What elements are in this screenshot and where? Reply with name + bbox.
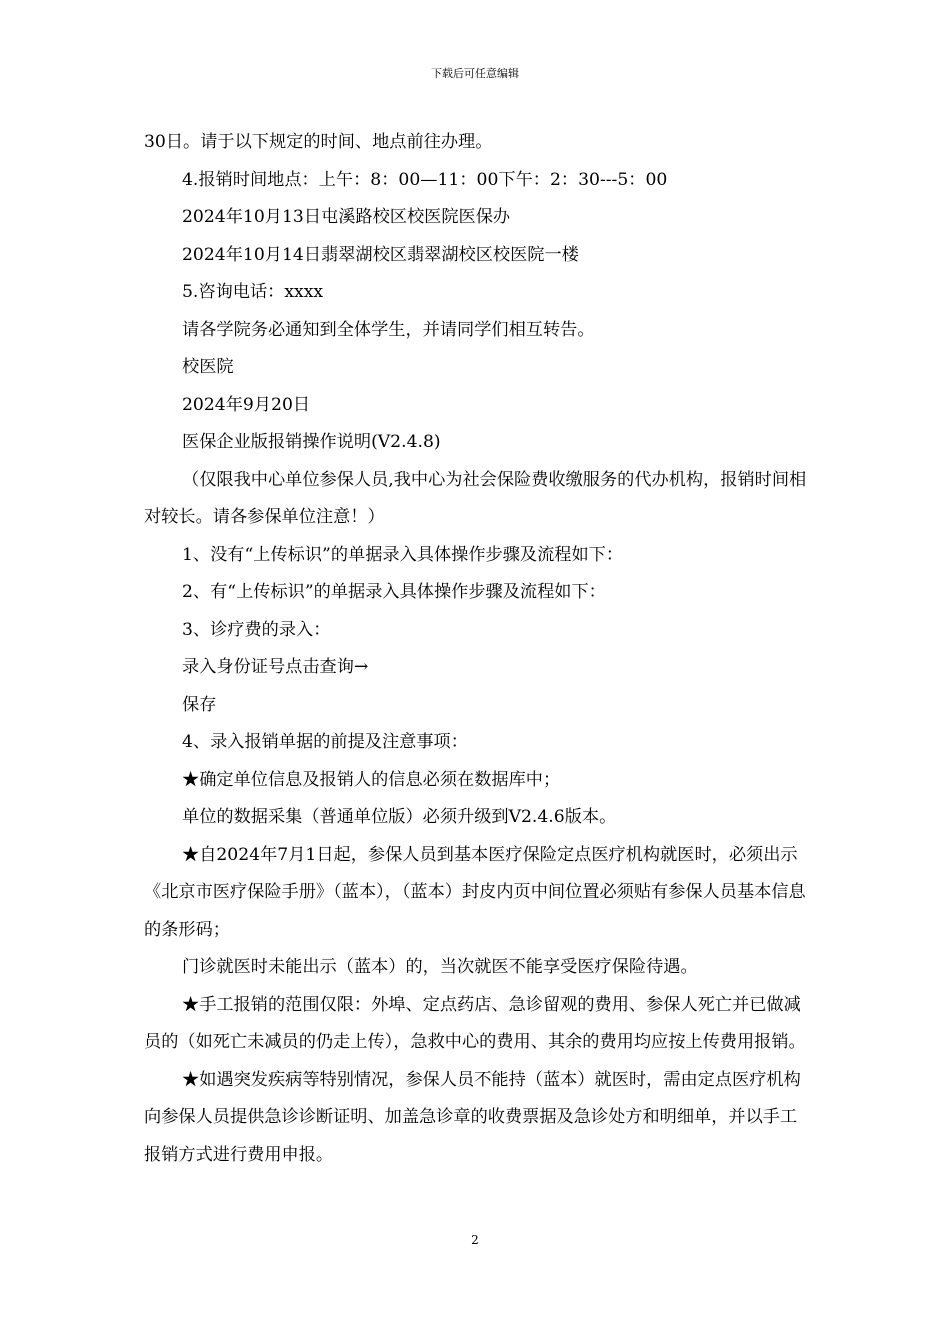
paragraph-section-title: 医保企业版报销操作说明(V2.4.8): [182, 432, 441, 452]
paragraph-reimburse-time: 4.报销时间地点：上午：8：00—11：00下午：2：30---5：00: [182, 169, 668, 190]
paragraph-step-3: 3、诊疗费的录入：: [182, 619, 331, 640]
paragraph-phone: 5.咨询电话：xxxx: [182, 282, 324, 302]
paragraph-notice: 请各学院务必通知到全体学生，并请同学们相互转告。: [182, 319, 595, 340]
paragraph-continuation: 30日。请于以下规定的时间、地点前往办理。: [144, 132, 493, 152]
paragraph-step-2: 2、有“上传标识”的单据录入具体操作步骤及流程如下：: [182, 582, 606, 602]
paragraph-step-4: 4、录入报销单据的前提及注意事项：: [182, 732, 468, 752]
paragraph-step-3-action: 录入身份证号点击查询→: [182, 657, 369, 677]
page-header: 下载后可任意编辑: [431, 67, 519, 80]
document-body: [144, 124, 807, 1174]
paragraph-bullet-handbook: ★自2024年7月1日起，参保人员到基本医疗保险定点医疗机构就医时，必须出示《北京市医疗保险手册》（蓝本），（蓝本）封皮内页中间位置必须贴有参保人员基本信息的条形码；: [144, 844, 806, 940]
paragraph-step-3-save: 保存: [182, 694, 217, 715]
paragraph-signature-date: 2024年9月20日: [182, 394, 311, 415]
paragraph-upgrade-note: 单位的数据采集（普通单位版）必须升级到V2.4.6版本。: [182, 807, 617, 827]
paragraph-bullet-database: ★确定单位信息及报销人的信息必须在数据库中；: [182, 769, 561, 790]
paragraph-date-location-2: 2024年10月14日翡翠湖校区翡翠湖校区校医院一楼: [182, 244, 579, 265]
paragraph-signature: 校医院: [182, 357, 234, 377]
paragraph-bullet-emergency: ★如遇突发疾病等特别情况，参保人员不能持（蓝本）就医时，需由定点医疗机构向参保人员提供急诊诊断证明、加盖急诊章的收费票据及急诊处方和明细单，并以手工报销方式进行费用申报。: [144, 1069, 801, 1165]
paragraph-date-location-1: 2024年10月13日屯溪路校区校医院医保办: [182, 207, 511, 227]
page-number: 2: [471, 1233, 479, 1247]
paragraph-bullet-manual-scope: ★手工报销的范围仅限：外埠、定点药店、急诊留观的费用、参保人死亡并已做减员的（如死亡未减员的仍走上传），急救中心的费用、其余的费用均应按上传费用报销。: [144, 994, 806, 1052]
paragraph-scope-note: （仅限我中心单位参保人员,我中心为社会保险费收缴服务的代办机构，报销时间相对较长。请各参保单位注意！）: [144, 469, 807, 527]
paragraph-outpatient-note: 门诊就医时未能出示（蓝本）的，当次就医不能享受医疗保险待遇。: [182, 957, 698, 977]
paragraph-step-1: 1、没有“上传标识”的单据录入具体操作步骤及流程如下：: [182, 544, 624, 565]
